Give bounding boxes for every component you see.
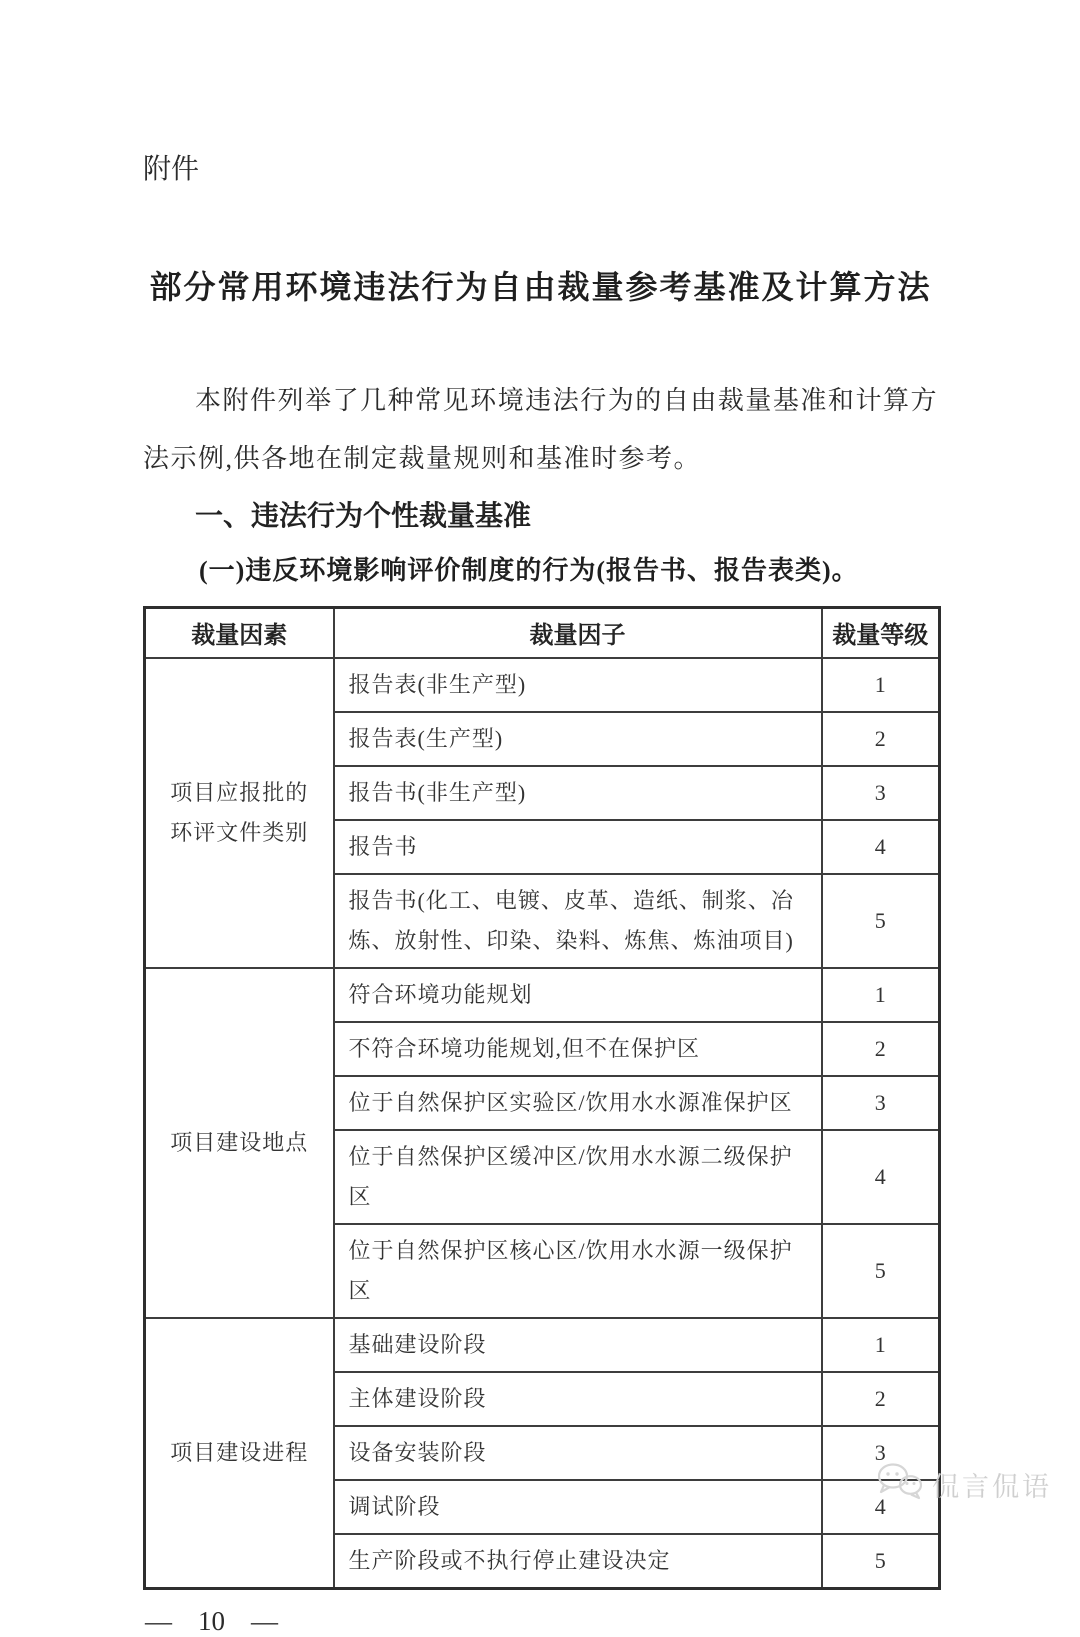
factor-item-cell: 不符合环境功能规划,但不在保护区	[334, 1022, 822, 1076]
level-cell: 1	[822, 968, 940, 1022]
intro-paragraph: 本附件列举了几种常见环境违法行为的自由裁量基准和计算方法示例,供各地在制定裁量规则和基准时参考。	[143, 386, 938, 473]
footer-left-dash: —	[145, 1605, 172, 1636]
factor-item-cell: 报告表(非生产型)	[334, 658, 822, 712]
table-header-level: 裁量等级	[822, 608, 940, 658]
level-cell: 3	[822, 1426, 940, 1480]
factor-item-cell: 报告书(化工、电镀、皮革、造纸、制浆、冶炼、放射性、印染、染料、炼焦、炼油项目)	[334, 874, 822, 968]
level-cell: 3	[822, 766, 940, 820]
table-row	[145, 968, 940, 1022]
factor-item-cell: 主体建设阶段	[334, 1372, 822, 1426]
table-row	[145, 658, 940, 712]
factor-item-cell: 报告书(非生产型)	[334, 766, 822, 820]
factor-item-cell: 调试阶段	[334, 1480, 822, 1534]
factor-group-label: 项目建设地点	[170, 1129, 309, 1155]
factor-group-label: 项目建设进程	[170, 1439, 309, 1465]
level-cell: 1	[822, 658, 940, 712]
level-cell: 5	[822, 1534, 940, 1589]
page-number: 10	[198, 1605, 225, 1636]
factor-group-label: 项目应报批的环评文件类别	[170, 779, 309, 845]
level-cell: 4	[822, 1480, 940, 1534]
subsection-heading: (一)违反环境影响评价制度的行为(报告书、报告表类)。	[199, 556, 859, 585]
level-cell: 4	[822, 820, 940, 874]
document-title: 部分常用环境违法行为自由裁量参考基准及计算方法	[149, 269, 932, 305]
factor-group-cell	[145, 658, 334, 968]
discretion-table	[143, 606, 941, 1590]
level-cell: 2	[822, 1022, 940, 1076]
factor-group-cell	[145, 968, 334, 1318]
factor-item-cell: 报告书	[334, 820, 822, 874]
table-header-row	[145, 608, 940, 658]
table-header-factor: 裁量因素	[145, 608, 334, 658]
section-heading: 一、违法行为个性裁量基准	[195, 500, 532, 531]
factor-group-cell	[145, 1318, 334, 1589]
factor-item-cell: 位于自然保护区缓冲区/饮用水水源二级保护区	[334, 1130, 822, 1224]
wechat-chat-bubbles-icon	[876, 1462, 924, 1507]
document-content	[143, 0, 938, 1637]
level-cell: 5	[822, 1224, 940, 1318]
attachment-label: 附件	[143, 153, 200, 184]
factor-item-cell: 符合环境功能规划	[334, 968, 822, 1022]
footer-right-dash: —	[251, 1605, 278, 1636]
page-footer	[143, 1606, 938, 1637]
level-cell: 2	[822, 1372, 940, 1426]
level-cell: 1	[822, 1318, 940, 1372]
level-cell: 3	[822, 1076, 940, 1130]
factor-item-cell: 位于自然保护区核心区/饮用水水源一级保护区	[334, 1224, 822, 1318]
level-cell: 2	[822, 712, 940, 766]
table-header-factor-item: 裁量因子	[334, 608, 822, 658]
watermark-label: 侃言侃语	[932, 1472, 1052, 1502]
factor-item-cell: 生产阶段或不执行停止建设决定	[334, 1534, 822, 1589]
factor-item-cell: 基础建设阶段	[334, 1318, 822, 1372]
level-cell: 4	[822, 1130, 940, 1224]
table-row	[145, 1318, 940, 1372]
factor-item-cell: 位于自然保护区实验区/饮用水水源准保护区	[334, 1076, 822, 1130]
factor-item-cell: 报告表(生产型)	[334, 712, 822, 766]
watermark	[876, 1462, 1052, 1507]
level-cell: 5	[822, 874, 940, 968]
factor-item-cell: 设备安装阶段	[334, 1426, 822, 1480]
